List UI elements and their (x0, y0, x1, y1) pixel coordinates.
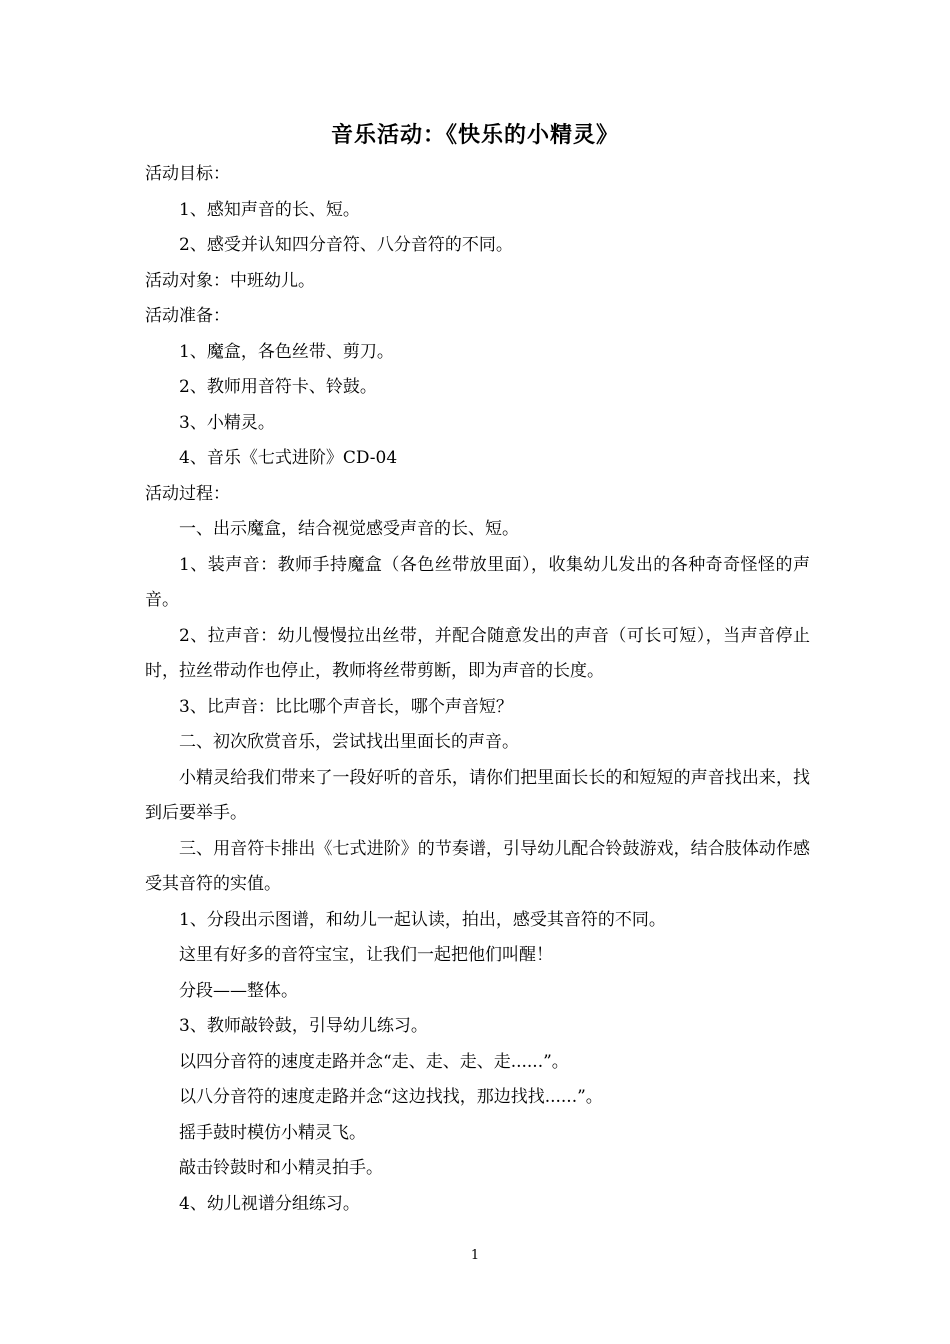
preparation-item: 4、音乐《七式进阶》CD-04 (179, 448, 398, 468)
process-paragraph: 以四分音符的速度走路并念“走、走、走、走......”。 (179, 1051, 569, 1072)
document-body (145, 157, 810, 1222)
page-number: 1 (470, 1248, 480, 1263)
document-title: 音乐活动：《快乐的小精灵》 (330, 123, 619, 148)
process-paragraph: 敲击铃鼓时和小精灵拍手。 (179, 1158, 383, 1178)
process-paragraph: 1、分段出示图谱，和幼儿一起认读，拍出，感受其音符的不同。 (179, 909, 666, 930)
section-heading-target: 活动对象：中班幼儿。 (145, 270, 315, 291)
process-paragraph: 摇手鼓时模仿小精灵飞。 (179, 1122, 366, 1143)
section-heading-preparation: 活动准备： (145, 306, 230, 326)
process-paragraph: 以八分音符的速度走路并念“这边找找，那边找找......”。 (179, 1087, 603, 1107)
process-paragraph: 3、比声音：比比哪个声音长，哪个声音短？ (179, 696, 513, 717)
preparation-item: 2、教师用音符卡、铃鼓。 (179, 377, 377, 397)
process-paragraph: 1、装声音：教师手持魔盒（各色丝带放里面），收集幼儿发出的各种奇奇怪怪的声音。 (145, 554, 810, 610)
preparation-item: 3、小精灵。 (179, 412, 275, 433)
section-heading-process: 活动过程： (145, 483, 230, 504)
goal-item: 1、感知声音的长、短。 (179, 199, 360, 220)
process-paragraph: 一、出示魔盒，结合视觉感受声音的长、短。 (179, 519, 519, 539)
process-paragraph: 三、用音符卡排出《七式进阶》的节奏谱，引导幼儿配合铃鼓游戏，结合肢体动作感受其音符的实值。 (145, 838, 810, 894)
process-paragraph: 3、教师敲铃鼓，引导幼儿练习。 (179, 1016, 428, 1036)
section-heading-goals: 活动目标： (145, 164, 230, 184)
goal-item: 2、感受并认知四分音符、八分音符的不同。 (179, 235, 513, 255)
preparation-item: 1、魔盒，各色丝带、剪刀。 (179, 341, 394, 362)
process-paragraph: 这里有好多的音符宝宝，让我们一起把他们叫醒！ (179, 945, 553, 965)
process-paragraph: 分段——整体。 (179, 980, 298, 1001)
process-paragraph: 二、初次欣赏音乐，尝试找出里面长的声音。 (179, 732, 519, 752)
process-paragraph: 小精灵给我们带来了一段好听的音乐，请你们把里面长长的和短短的声音找出来，找到后要举手。 (145, 767, 810, 823)
process-paragraph: 4、幼儿视谱分组练习。 (179, 1193, 360, 1214)
process-paragraph: 2、拉声音：幼儿慢慢拉出丝带，并配合随意发出的声音（可长可短），当声音停止时，拉丝带动作也停止，教师将丝带剪断，即为声音的长度。 (145, 625, 810, 681)
